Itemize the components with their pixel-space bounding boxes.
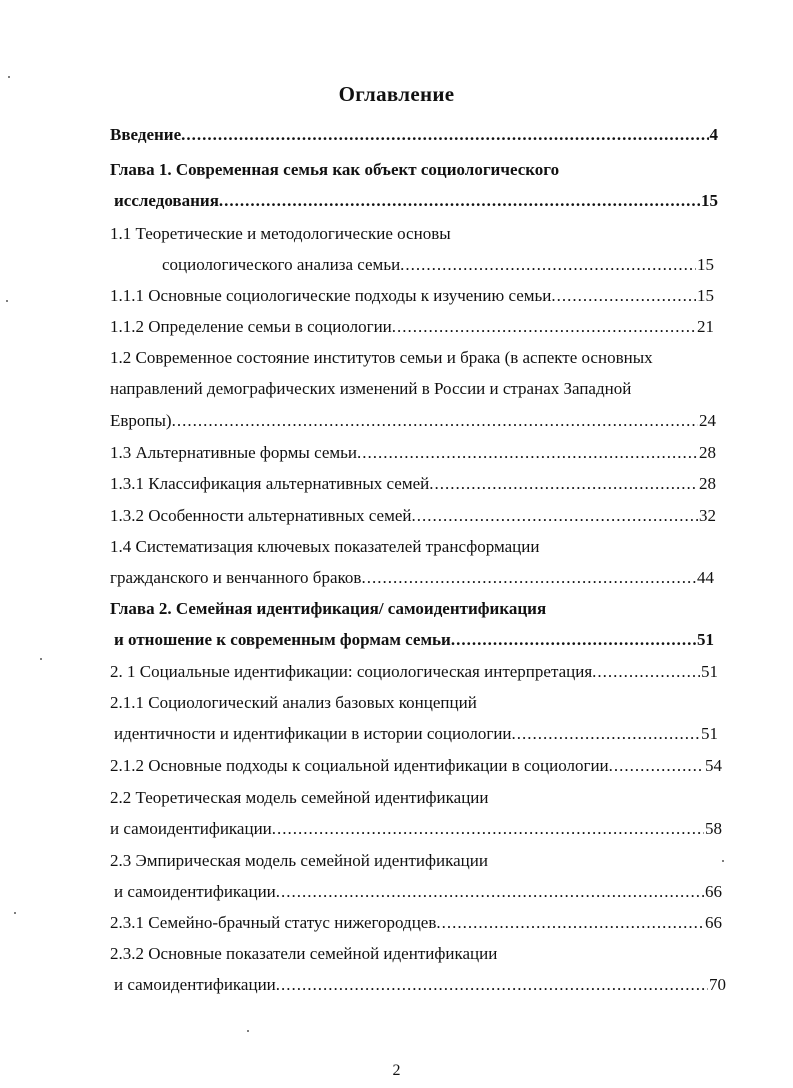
toc-entry-text: 1.1.2 Определение семьи в социологии: [110, 317, 392, 336]
toc-entry-2-1: [110, 660, 718, 684]
scan-speck: [247, 1030, 249, 1032]
toc-entry-text: 1.3 Альтернативные формы семьи: [110, 443, 358, 462]
toc-leader-dots: [219, 189, 700, 213]
toc-entry-2-3-2: 2.3.2 Основные показатели семейной идентификации: [110, 944, 498, 963]
toc-entry-chapter-1-cont: [114, 189, 718, 213]
toc-entry-1-4: 1.4 Систематизация ключевых показателей трансформации: [110, 537, 540, 556]
scan-speck: [6, 300, 8, 302]
toc-page-number: 15: [701, 191, 718, 210]
toc-entry-text: и самоидентификации: [114, 975, 276, 994]
toc-entry-text: 1.3.2 Особенности альтернативных семей: [110, 506, 412, 525]
toc-entry-1-1-cont: [162, 253, 714, 277]
toc-leader-dots: [276, 880, 704, 904]
toc-entry-2-3-cont: [114, 880, 722, 904]
toc-leader-dots: [551, 284, 696, 308]
toc-leader-dots: [357, 441, 698, 465]
toc-entry-2-3: 2.3 Эмпирическая модель семейной идентификации: [110, 851, 488, 870]
toc-entry-text: 2.1.2 Основные подходы к социальной идентификации в социологии: [110, 756, 609, 775]
toc-entry-1-3-1: [110, 472, 716, 496]
toc-leader-dots: [411, 504, 698, 528]
toc-entry-text: гражданского и венчанного браков: [110, 568, 362, 587]
toc-entry-text: Европы): [110, 411, 172, 430]
toc-entry-text: идентичности и идентификации в истории социологии: [114, 724, 512, 743]
toc-page-number: 51: [701, 662, 718, 681]
toc-page-number: 66: [705, 913, 722, 932]
toc-entry-2-3-1: [110, 911, 722, 935]
toc-entry-1-4-cont: [110, 566, 714, 590]
page-number: 2: [392, 1062, 401, 1079]
toc-entry-2-2-cont: [110, 817, 722, 841]
toc-entry-1-2-cont: направлений демографических изменений в России и странах Западной: [110, 379, 632, 398]
scan-speck: [722, 860, 724, 862]
toc-entry-1-2-end: [110, 409, 716, 433]
toc-leader-dots: [592, 660, 700, 684]
toc-entry-1-1: 1.1 Теоретические и методологические основы: [110, 224, 451, 243]
toc-entry-chapter-1: Глава 1. Современная семья как объект социологического: [110, 160, 560, 179]
toc-entry-2-1-2: [110, 754, 722, 778]
toc-leader-dots: [272, 817, 704, 841]
toc-leader-dots: [361, 566, 696, 590]
toc-page-number: 24: [699, 411, 716, 430]
toc-page-number: 15: [697, 286, 714, 305]
toc-page-number: 66: [705, 882, 722, 901]
toc-entry-1-2: 1.2 Современное состояние институтов семьи и брака (в аспекте основных: [110, 348, 653, 367]
toc-leader-dots: [172, 409, 698, 433]
scan-speck: [14, 912, 16, 914]
toc-leader-dots: [276, 973, 708, 997]
toc-entry-1-3: [110, 441, 716, 465]
toc-page-number: 51: [697, 630, 714, 649]
toc-entry-2-3-2-cont: [114, 973, 726, 997]
toc-entry-text: 2.3.1 Семейно-брачный статус нижегородцев: [110, 913, 437, 932]
toc-entry-introduction: [110, 123, 718, 147]
toc-leader-dots: [512, 722, 700, 746]
toc-entry-text: 1.3.1 Классификация альтернативных семей: [110, 474, 430, 493]
toc-entry-1-1-1: [110, 284, 714, 308]
toc-entry-chapter-2: Глава 2. Семейная идентификация/ самоидентификация: [110, 599, 547, 618]
toc-leader-dots: [436, 911, 704, 935]
toc-page-number: 21: [697, 317, 714, 336]
toc-leader-dots: [400, 253, 696, 277]
toc-leader-dots: [392, 315, 696, 339]
toc-entry-text: исследования: [114, 191, 219, 210]
toc-page-number: 44: [697, 568, 714, 587]
toc-page-number: 15: [697, 255, 714, 274]
toc-leader-dots: [181, 123, 708, 147]
scan-speck: [40, 658, 42, 660]
toc-page-number: 54: [705, 756, 722, 775]
toc-entry-text: Введение: [110, 125, 182, 144]
toc-page-number: 4: [709, 125, 718, 144]
toc-entry-1-3-2: [110, 504, 716, 528]
toc-page-number: 28: [699, 474, 716, 493]
toc-leader-dots: [429, 472, 698, 496]
toc-entry-text: и самоидентификации: [110, 819, 272, 838]
toc-entry-chapter-2-cont: [114, 628, 714, 652]
toc-leader-dots: [609, 754, 704, 778]
toc-entry-text: 1.1.1 Основные социологические подходы к изучению семьи: [110, 286, 552, 305]
toc-page-number: 32: [699, 506, 716, 525]
toc-entry-2-1-1-cont: [114, 722, 718, 746]
page-title: Оглавление: [338, 82, 455, 106]
toc-page-number: 51: [701, 724, 718, 743]
toc-entry-text: и самоидентификации: [114, 882, 276, 901]
toc-entry-text: и отношение к современным формам семьи: [114, 630, 451, 649]
toc-entry-2-1-1: 2.1.1 Социологический анализ базовых концепций: [110, 693, 477, 712]
toc-leader-dots: [451, 628, 696, 652]
toc-page-number: 70: [709, 975, 726, 994]
scan-speck: [8, 76, 10, 78]
toc-entry-text: 2. 1 Социальные идентификации: социологическая интерпретация: [110, 662, 593, 681]
toc-page-number: 58: [705, 819, 722, 838]
toc-page-number: 28: [699, 443, 716, 462]
toc-entry-1-1-2: [110, 315, 714, 339]
toc-entry-2-2: 2.2 Теоретическая модель семейной идентификации: [110, 788, 489, 807]
toc-entry-text: социологического анализа семьи: [162, 255, 401, 274]
